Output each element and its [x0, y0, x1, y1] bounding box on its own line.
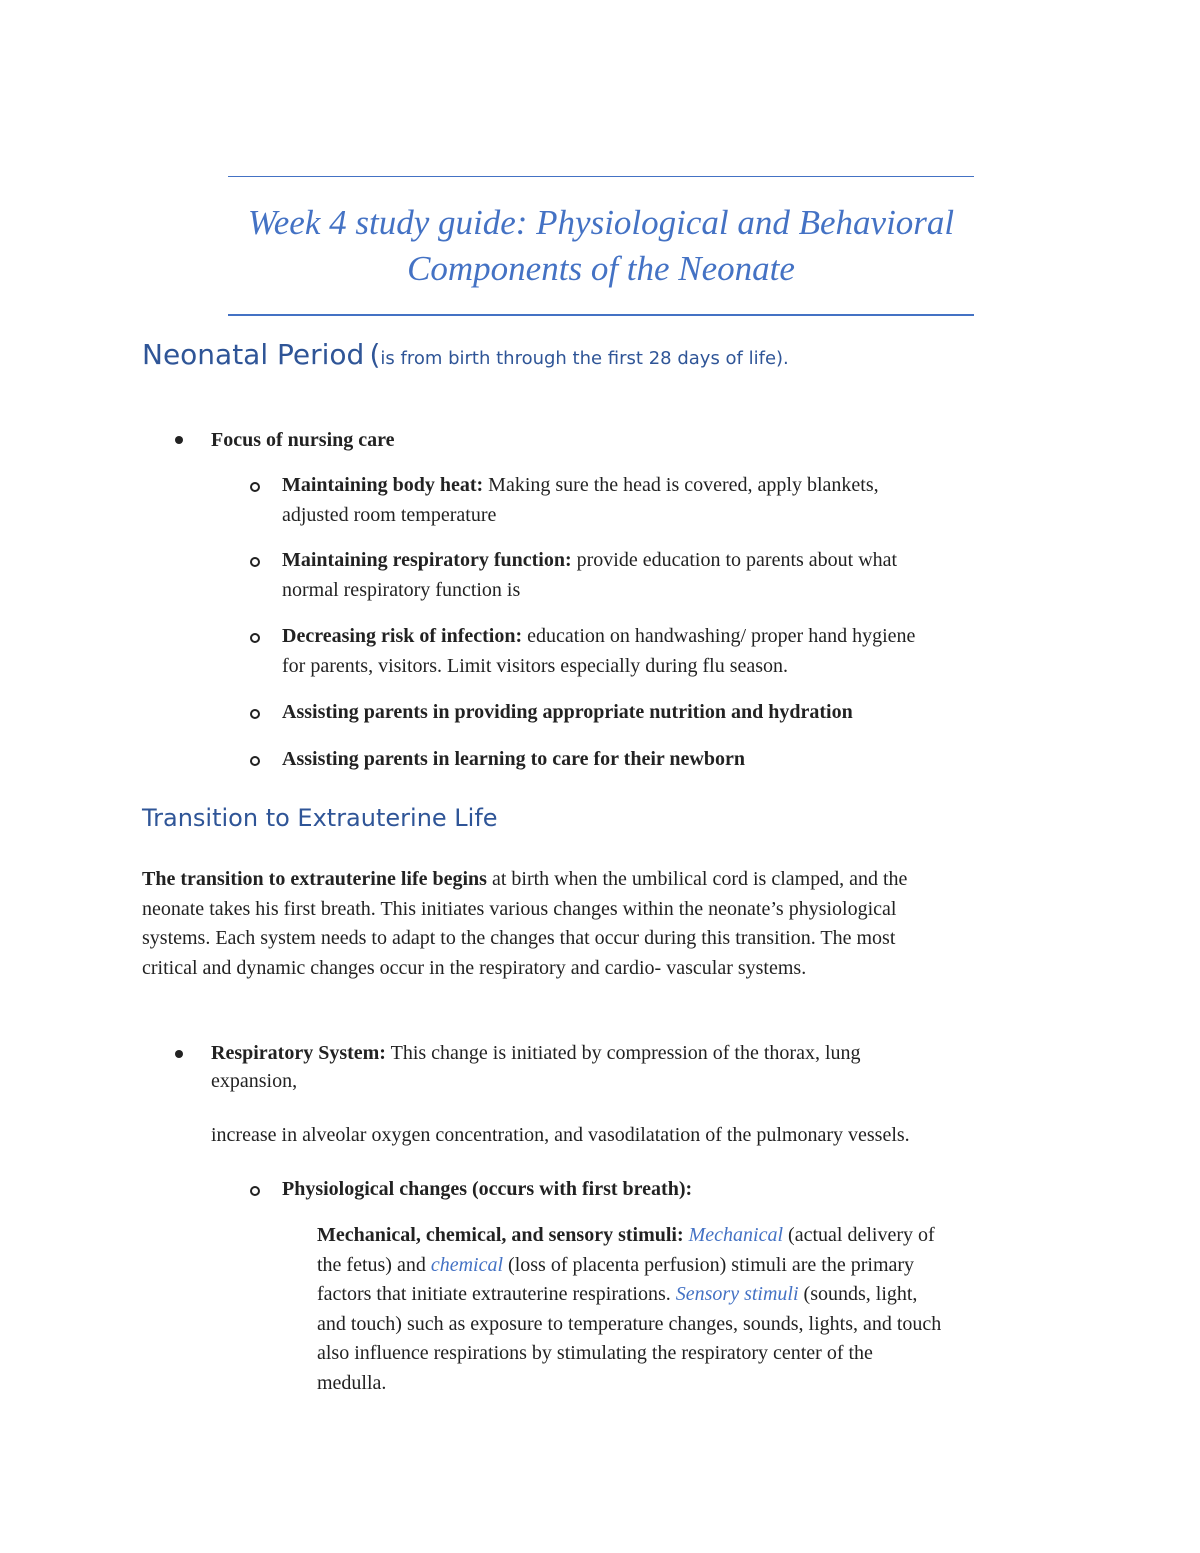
sensory-term: Sensory stimuli — [675, 1283, 799, 1305]
neonatal-paren: ( — [369, 338, 381, 371]
title-line-2: Components of the Neonate — [407, 249, 795, 288]
resp-continuation: increase in alveolar oxygen concentration, and vasodilatation of the pulmonary vessels. — [211, 1124, 910, 1146]
phys-changes-item — [282, 1174, 692, 1204]
item-text: education on handwashing/ proper hand hygiene — [522, 625, 916, 647]
bullet-ring-icon — [250, 557, 260, 567]
title-rule-top — [228, 176, 974, 177]
stimuli-text: also influence respirations by stimulating the respiratory center of the — [317, 1342, 873, 1364]
mechanical-term: Mechanical — [688, 1224, 784, 1246]
stimuli-text: and touch) such as exposure to temperature changes, sounds, lights, and touch — [317, 1312, 942, 1335]
list-item — [282, 697, 853, 727]
page-title — [228, 200, 974, 292]
resp-label: Respiratory System: — [211, 1042, 386, 1064]
list-item — [282, 545, 897, 605]
title-block — [228, 176, 974, 316]
chemical-term: chemical — [430, 1253, 504, 1276]
stimuli-text: factors that initiate extrauterine respirations. — [317, 1283, 676, 1305]
title-rule-bottom — [228, 314, 974, 316]
item-text-continued: for parents, visitors. Limit visitors especially during flu season. — [282, 655, 789, 677]
list-item — [282, 470, 879, 530]
neonatal-heading — [142, 338, 789, 371]
intro-line: neonate takes his first breath. This initiates various changes within the neonate’s physiological — [142, 897, 897, 920]
resp-text-continued: expansion, — [211, 1070, 298, 1092]
intro-bold: The transition to extrauterine life begins — [142, 868, 487, 890]
stimuli-text: (sounds, light, — [798, 1283, 918, 1305]
bullet-ring-icon — [250, 482, 260, 492]
title-line-1: Week 4 study guide: Physiological and Behavioral — [247, 203, 955, 242]
transition-heading: Transition to Extrauterine Life — [142, 804, 498, 832]
bullet-ring-icon — [250, 709, 260, 719]
stimuli-text: medulla. — [317, 1371, 387, 1394]
transition-intro — [142, 865, 907, 983]
bullet-dot-icon — [175, 436, 183, 444]
stimuli-paragraph — [317, 1221, 941, 1398]
focus-bullet — [211, 425, 395, 455]
item-text: provide education to parents about what — [571, 549, 898, 571]
resp-text: This change is initiated by compression of the thorax, lung — [385, 1042, 861, 1064]
phys-changes-label: Physiological changes (occurs with first breath): — [282, 1178, 693, 1200]
bullet-dot-icon — [175, 1050, 183, 1058]
neonatal-heading-text: Neonatal Period — [142, 338, 365, 371]
list-item — [282, 744, 745, 774]
focus-label: Focus of nursing care — [211, 429, 395, 451]
list-item — [282, 621, 915, 681]
item-label: Assisting parents in providing appropriate nutrition and hydration — [282, 701, 853, 723]
intro-line: critical and dynamic changes occur in the respiratory and cardio- vascular systems. — [142, 956, 807, 979]
bullet-ring-icon — [250, 633, 260, 643]
stimuli-text: (loss of placenta perfusion) stimuli are the primary — [503, 1253, 915, 1276]
neonatal-subtitle: is from birth through the first 28 days of life). — [380, 348, 789, 369]
item-label: Maintaining respiratory function: — [282, 549, 572, 571]
item-text: Making sure the head is covered, apply blankets, — [483, 474, 879, 496]
stimuli-text: (actual delivery of — [783, 1224, 935, 1246]
stimuli-text: the fetus) and — [317, 1253, 431, 1276]
stimuli-label: Mechanical, chemical, and sensory stimuli: — [317, 1224, 684, 1246]
intro-line: at birth when the umbilical cord is clamped, and the — [486, 868, 908, 890]
bullet-ring-icon — [250, 1186, 260, 1196]
item-label: Decreasing risk of infection: — [282, 625, 523, 647]
item-label: Maintaining body heat: — [282, 474, 484, 496]
item-label: Assisting parents in learning to care for their newborn — [282, 748, 745, 770]
respiratory-bullet — [211, 1039, 861, 1095]
intro-line: systems. Each system needs to adapt to the changes that occur during this transition. The most — [142, 927, 896, 949]
item-text-continued: normal respiratory function is — [282, 579, 521, 601]
item-text-continued: adjusted room temperature — [282, 504, 497, 526]
bullet-ring-icon — [250, 756, 260, 766]
